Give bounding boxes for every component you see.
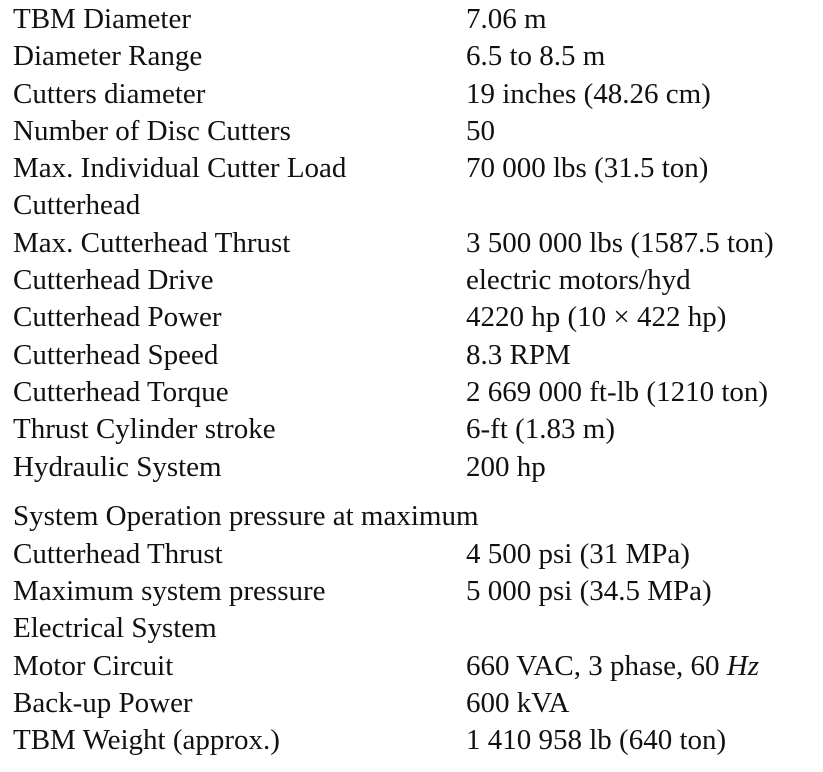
table-row — [13, 187, 823, 224]
spec-value-text: 4220 hp (10 × 422 hp) — [466, 301, 727, 334]
spec-value — [466, 299, 726, 336]
spec-label: Cutterhead Drive — [13, 264, 214, 297]
spec-value — [466, 411, 615, 448]
spec-label: Thrust Cylinder stroke — [13, 413, 276, 446]
spec-value — [466, 374, 768, 411]
table-row — [13, 1, 823, 38]
table-row — [13, 150, 823, 187]
spec-label: Diameter Range — [13, 40, 203, 73]
spec-value-text: 6.5 to 8.5 m — [466, 40, 606, 73]
spec-value — [466, 648, 759, 685]
spec-label: Cutterhead — [13, 189, 141, 222]
spec-label: Cutters diameter — [13, 77, 206, 110]
spec-label: Hydraulic System — [13, 450, 222, 483]
table-row — [13, 648, 823, 685]
spec-value — [466, 38, 605, 75]
spec-label: Number of Disc Cutters — [13, 114, 291, 147]
table-row — [13, 536, 823, 573]
spec-value-text: 7.06 m — [466, 3, 547, 35]
spec-label: Max. Cutterhead Thrust — [13, 226, 291, 259]
table-row — [13, 262, 823, 299]
table-row — [13, 225, 823, 262]
spec-label: Cutterhead Thrust — [13, 537, 223, 570]
spec-value-text: 6-ft (1.83 m) — [466, 413, 615, 446]
table-row — [13, 610, 823, 647]
table-row — [13, 374, 823, 411]
tbm-specifications-table — [13, 1, 823, 759]
table-row — [13, 685, 823, 722]
table-row — [13, 337, 823, 374]
spec-value — [466, 685, 569, 722]
spec-value — [466, 113, 495, 150]
table-row — [13, 722, 823, 759]
spec-value-text: 1 410 958 lb (640 ton) — [466, 724, 727, 757]
spec-value — [466, 1, 547, 38]
spec-value-text: 3 500 000 lbs (1587.5 ton) — [466, 226, 774, 259]
spec-label: System Operation pressure at maximum — [13, 500, 479, 533]
spec-value-text: 5 000 psi (34.5 MPa) — [466, 574, 712, 607]
spec-value — [466, 150, 708, 187]
spec-value-text: 4 500 psi (31 MPa) — [466, 537, 690, 570]
spec-label: Back-up Power — [13, 686, 193, 719]
spec-value — [466, 76, 711, 113]
spec-value-text: 200 hp — [466, 450, 546, 483]
spec-value-text: 19 inches (48.26 cm) — [466, 77, 711, 110]
spec-value-text: electric motors/hyd — [466, 264, 691, 297]
spec-value — [466, 536, 690, 573]
spec-label: Motor Circuit — [13, 649, 174, 682]
spec-value-text: 70 000 lbs (31.5 ton) — [466, 152, 709, 185]
spec-value — [466, 225, 774, 262]
spec-label: Max. Individual Cutter Load — [13, 152, 347, 185]
spec-value-text: 660 VAC, 3 phase, 60 — [466, 649, 720, 682]
spec-value-text: 8.3 RPM — [466, 338, 571, 371]
spec-value-text: 600 kVA — [466, 686, 570, 719]
spec-label: Maximum system pressure — [13, 574, 326, 607]
spec-label: TBM Weight (approx.) — [13, 724, 280, 757]
table-row — [13, 573, 823, 610]
spec-value-unit: Hz — [726, 649, 759, 682]
table-row — [13, 38, 823, 75]
spec-value-text: 50 — [466, 114, 495, 147]
spec-label: Electrical System — [13, 612, 217, 645]
table-row — [13, 299, 823, 336]
spec-label: Cutterhead Power — [13, 301, 222, 334]
spec-value — [466, 573, 712, 610]
table-row — [13, 498, 823, 535]
table-row — [13, 449, 823, 486]
spec-value — [466, 262, 691, 299]
table-row — [13, 411, 823, 448]
spec-value — [466, 449, 546, 486]
spec-value — [466, 337, 571, 374]
spec-value — [466, 722, 726, 759]
table-row — [13, 76, 823, 113]
spec-label: TBM Diameter — [13, 3, 191, 35]
table-row — [13, 113, 823, 150]
spec-label: Cutterhead Speed — [13, 338, 219, 371]
spec-label: Cutterhead Torque — [13, 375, 229, 408]
spec-value-text: 2 669 000 ft-lb (1210 ton) — [466, 375, 769, 408]
